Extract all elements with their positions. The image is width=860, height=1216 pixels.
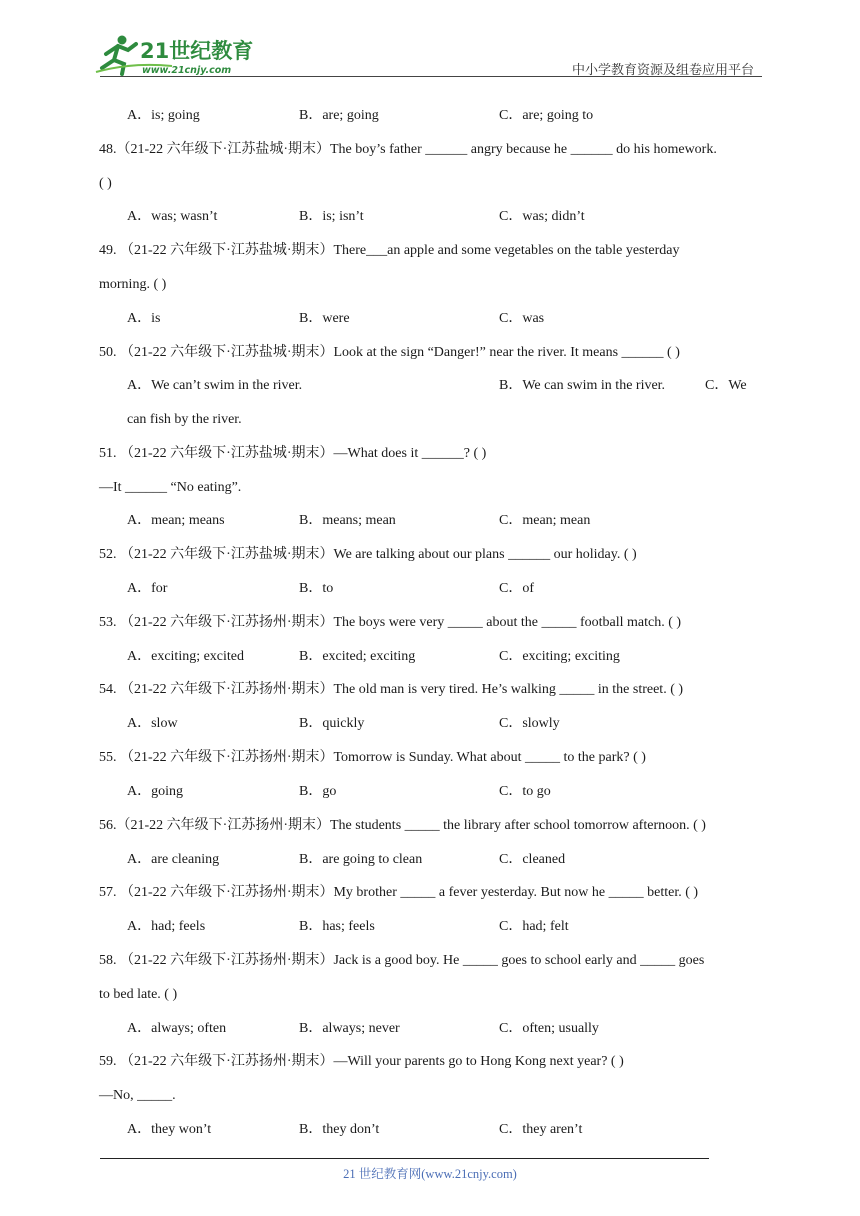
option-a: A．slow xyxy=(127,716,178,731)
option-c: C．exciting; exciting xyxy=(499,649,620,664)
option-a: A．had; feels xyxy=(127,919,206,934)
site-logo xyxy=(92,32,262,78)
option-b: B．always; never xyxy=(299,1021,400,1036)
question-51-reply: —It ______ “No eating”. xyxy=(99,480,242,495)
question-58-cont: to bed late. ( ) xyxy=(99,987,178,1002)
option-a: A．are cleaning xyxy=(127,852,220,867)
header-divider xyxy=(100,76,762,77)
option-b: B．We can swim in the river. xyxy=(499,378,666,393)
page-header xyxy=(0,0,860,80)
option-c: C．was xyxy=(499,311,545,326)
question-53: 53. （21-22 六年级下·江苏扬州·期末）The boys were very _____ about the _____ football match. ( ) xyxy=(99,615,682,630)
question-58: 58. （21-22 六年级下·江苏扬州·期末）Jack is a good boy. He _____ goes to school early and _____ goes xyxy=(99,953,705,968)
question-48: 48.（21-22 六年级下·江苏盐城·期末）The boy’s father ______ angry because he ______ do his homework. xyxy=(99,142,717,157)
option-b: B．go xyxy=(299,784,337,799)
question-48-bracket: ( ) xyxy=(99,176,112,191)
question-51: 51. （21-22 六年级下·江苏盐城·期末）—What does it ______? ( ) xyxy=(99,446,487,461)
option-b: B．is; isn’t xyxy=(299,209,364,224)
option-b: B．has; feels xyxy=(299,919,375,934)
option-c: C．cleaned xyxy=(499,852,566,867)
option-a: A．they won’t xyxy=(127,1122,212,1137)
option-b: B．quickly xyxy=(299,716,365,731)
platform-label: 中小学教育资源及组卷应用平台 xyxy=(571,63,754,78)
footer-link[interactable]: 21 世纪教育网(www.21cnjy.com) xyxy=(343,1167,517,1181)
option-a: A．for xyxy=(127,581,168,596)
option-c: C．are; going to xyxy=(499,108,594,123)
option-a: A．We can’t swim in the river. xyxy=(127,378,303,393)
question-49-cont: morning. ( ) xyxy=(99,277,167,292)
option-c: C．slowly xyxy=(499,716,560,731)
option-a: A．always; often xyxy=(127,1021,227,1036)
question-55: 55. （21-22 六年级下·江苏扬州·期末）Tomorrow is Sunday. What about _____ to the park? ( ) xyxy=(99,750,646,765)
question-56: 56.（21-22 六年级下·江苏扬州·期末）The students _____ the library after school tomorrow afternoon. ( ) xyxy=(99,818,706,833)
option-c: C．often; usually xyxy=(499,1021,599,1036)
question-49: 49. （21-22 六年级下·江苏盐城·期末）There___an apple and some vegetables on the table yesterday xyxy=(99,243,680,258)
option-b: B．to xyxy=(299,581,334,596)
logo-text: 21世纪教育 xyxy=(140,39,254,63)
question-50-cont: can fish by the river. xyxy=(127,412,242,427)
question-59: 59. （21-22 六年级下·江苏扬州·期末）—Will your parents go to Hong Kong next year? ( ) xyxy=(99,1054,624,1069)
option-b: B．are going to clean xyxy=(299,852,423,867)
option-a: A．exciting; excited xyxy=(127,649,245,664)
option-b: B．were xyxy=(299,311,350,326)
option-a: A．going xyxy=(127,784,183,799)
option-a: A．is xyxy=(127,311,161,326)
option-a: A．mean; means xyxy=(127,513,225,528)
option-c: C．mean; mean xyxy=(499,513,591,528)
question-57: 57. （21-22 六年级下·江苏扬州·期末）My brother _____ a fever yesterday. But now he _____ better. ( ) xyxy=(99,885,699,900)
footer-divider xyxy=(100,1158,709,1159)
option-c: C．was; didn’t xyxy=(499,209,585,224)
option-c: C．they aren’t xyxy=(499,1122,583,1137)
option-a: A．was; wasn’t xyxy=(127,209,218,224)
option-c: C．of xyxy=(499,581,534,596)
option-a: A．is; going xyxy=(127,108,200,123)
option-b: B．means; mean xyxy=(299,513,396,528)
question-52: 52. （21-22 六年级下·江苏盐城·期末）We are talking about our plans ______ our holiday. ( ) xyxy=(99,547,637,562)
question-54: 54. （21-22 六年级下·江苏扬州·期末）The old man is very tired. He’s walking _____ in the street. ( ) xyxy=(99,682,684,697)
option-b: B．are; going xyxy=(299,108,379,123)
option-b: B．excited; exciting xyxy=(299,649,416,664)
question-59-reply: —No, _____. xyxy=(99,1088,176,1103)
option-c: C．to go xyxy=(499,784,551,799)
question-50: 50. （21-22 六年级下·江苏盐城·期末）Look at the sign “Danger!” near the river. It means ______ ( ) xyxy=(99,345,680,360)
option-c: C．We xyxy=(705,378,747,393)
option-b: B．they don’t xyxy=(299,1122,380,1137)
option-c: C．had; felt xyxy=(499,919,569,934)
logo-url: www.21cnjy.com xyxy=(142,65,232,76)
